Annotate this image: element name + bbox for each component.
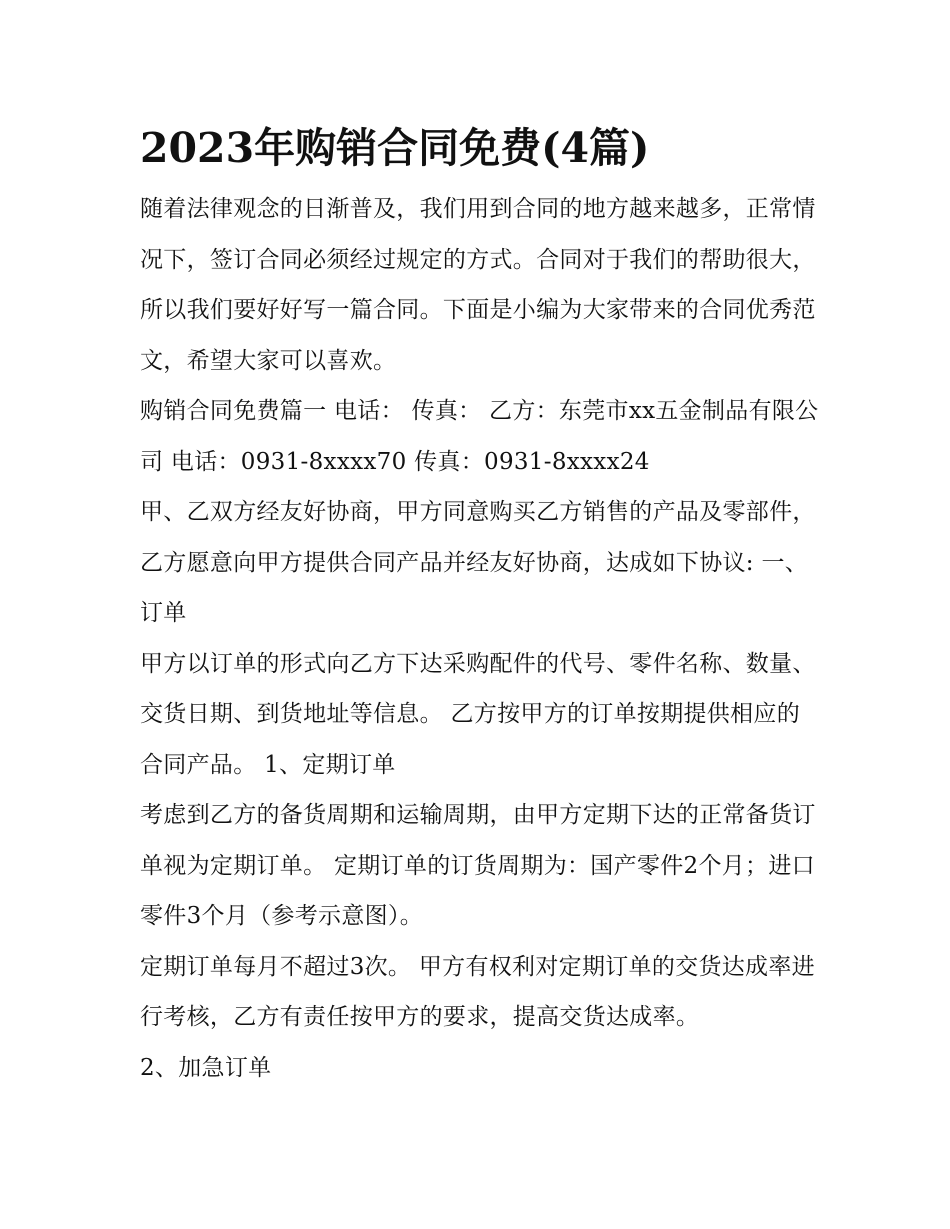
regular-order-paragraph: 考虑到乙方的备货周期和运输周期，由甲方定期下达的正常备货订单视为定期订单。 定期订单的订货周期为：国产零件2个月；进口零件3个月（参考示意图）。	[140, 802, 816, 929]
contract-header-paragraph: 购销合同免费篇一 电话： 传真： 乙方：东莞市xx五金制品有限公司 电话：0931-8xxxx70 传真：0931-8xxxx24	[140, 398, 819, 475]
order-paragraph: 甲方以订单的形式向乙方下达采购配件的代号、零件名称、数量、交货日期、到货地址等信息。 乙方按甲方的订单按期提供相应的合同产品。 1、定期订单	[140, 650, 816, 778]
intro-paragraph: 随着法律观念的日渐普及，我们用到合同的地方越来越多，正常情况下，签订合同必须经过规定的方式。合同对于我们的帮助很大，所以我们要好好写一篇合同。下面是小编为大家带来的合同优秀范文，希望大家可以喜欢。	[140, 196, 816, 374]
document-title: 2023年购销合同免费(4篇)	[140, 124, 650, 172]
order-limit-paragraph: 定期订单每月不超过3次。 甲方有权利对定期订单的交货达成率进行考核，乙方有责任按甲方的要求，提高交货达成率。	[140, 953, 815, 1030]
document-page	[140, 118, 820, 1093]
urgent-order-heading: 2、加急订单	[140, 1054, 272, 1081]
agreement-paragraph: 甲、乙双方经友好协商，甲方同意购买乙方销售的产品及零部件，乙方愿意向甲方提供合同产品并经友好协商，达成如下协议: 一、订单	[140, 499, 816, 626]
